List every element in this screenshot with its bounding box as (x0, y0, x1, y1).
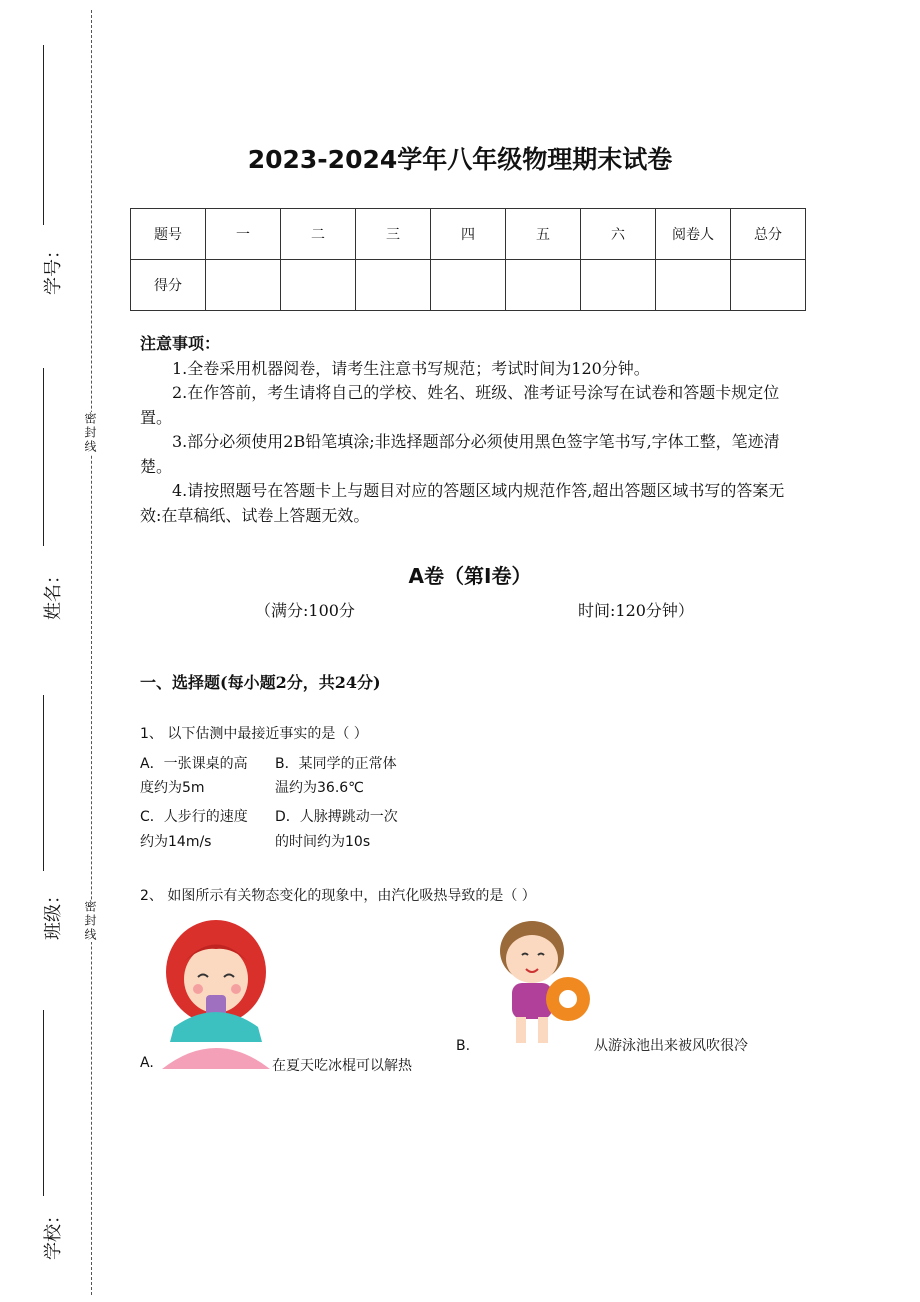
cell: 一 (206, 209, 281, 260)
cell (506, 260, 581, 311)
student-id-label: 学号： (43, 241, 64, 295)
option-a-text: 在夏天吃冰棍可以解热 (272, 1058, 412, 1074)
paper-title: A卷（第I卷） (408, 564, 532, 588)
option-a: A．一张课桌的高 (140, 756, 248, 772)
note-item: 3.部分必须使用2B铅笔填涂;非选择题部分必须使用黑色签字笔书写,字体工整，笔迹清楚。 (140, 432, 780, 476)
cell: 题号 (131, 209, 206, 260)
cell: 阅卷人 (656, 209, 731, 260)
name-label: 姓名： (43, 566, 64, 620)
cell: 得分 (131, 260, 206, 311)
exam-title: 2023-2024学年八年级物理期末试卷 (247, 145, 673, 174)
name-line (43, 368, 44, 546)
cell: 总分 (731, 209, 806, 260)
question-2-stem: 2、 如图所示有关物态变化的现象中，由汽化吸热导致的是（ ） (140, 888, 536, 904)
option-b-label: B. (456, 1038, 471, 1054)
option-b: 温约为36.6℃ (275, 780, 364, 796)
question-1-stem: 1、 以下估测中最接近事实的是（ ） (140, 726, 368, 742)
option-c: C．人步行的速度 (140, 809, 248, 825)
exam-time: 时间:120分钟） (578, 601, 694, 620)
cell: 二 (281, 209, 356, 260)
girl-with-swim-ring-image (480, 911, 595, 1051)
class-label: 班级： (43, 886, 64, 940)
seal-text: 密封线 (83, 412, 97, 454)
note-item: 1.全卷采用机器阅卷，请考生注意书写规范；考试时间为120分钟。 (172, 358, 650, 378)
option-a: 度约为5m (140, 780, 205, 796)
option-a-label: A. (140, 1055, 154, 1071)
option-b: B．某同学的正常体 (275, 756, 397, 772)
school-label: 学校： (43, 1206, 64, 1260)
seal-text: 密封线 (83, 900, 97, 942)
cell (206, 260, 281, 311)
score-table (130, 208, 806, 311)
cell (356, 260, 431, 311)
cell: 四 (431, 209, 506, 260)
cell (731, 260, 806, 311)
full-score: （满分:100分 (255, 601, 355, 620)
note-item: 2.在作答前，考生请将自己的学校、姓名、班级、准考证号涂写在试卷和答题卡规定位置。 (140, 383, 780, 427)
student-id-line (43, 45, 44, 225)
note-item: 4.请按照题号在答题卡上与题目对应的答题区域内规范作答,超出答题区域书写的答案无效:在草稿纸、试卷上答题无效。 (140, 481, 785, 525)
cell (281, 260, 356, 311)
seal-dashed-line (91, 10, 92, 1295)
cell (431, 260, 506, 311)
class-line (43, 695, 44, 871)
option-b-text: 从游泳池出来被风吹很冷 (594, 1038, 748, 1054)
cell: 三 (356, 209, 431, 260)
cell: 六 (581, 209, 656, 260)
notes-heading: 注意事项： (140, 334, 221, 353)
cell (656, 260, 731, 311)
cell (581, 260, 656, 311)
notes (140, 332, 785, 528)
option-c: 约为14m/s (140, 834, 212, 850)
option-d: D．人脉搏跳动一次 (275, 809, 398, 825)
section-heading: 一、选择题(每小题2分，共24分) (140, 673, 381, 692)
cell: 五 (506, 209, 581, 260)
girl-eating-popsicle-image (162, 917, 270, 1069)
option-d: 的时间约为10s (275, 834, 371, 850)
school-line (43, 1010, 44, 1196)
